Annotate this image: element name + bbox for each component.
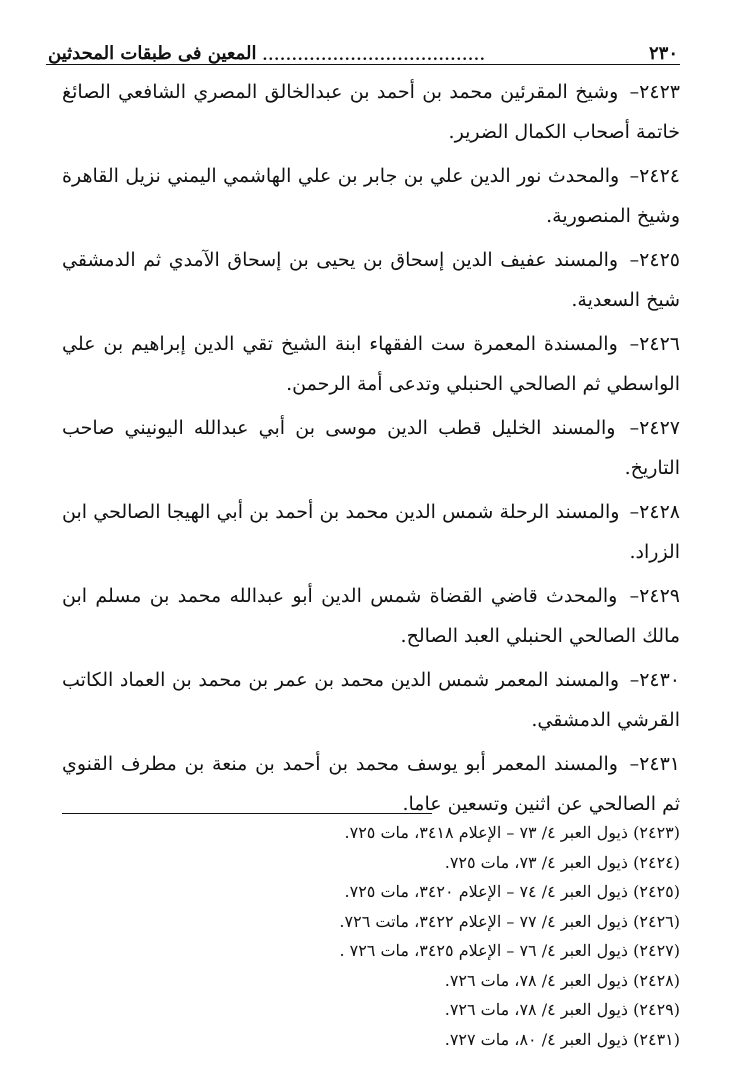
- entry: [62, 156, 680, 236]
- entry: [62, 240, 680, 320]
- footnote: (٢٤٢٨) ذيول العبر ٤/ ٧٨، مات ٧٢٦.: [444, 970, 680, 990]
- footnote: (٢٤٣١) ذيول العبر ٤/ ٨٠، مات ٧٢٧.: [444, 1029, 680, 1049]
- entry-number: ٢٤٢٧–: [629, 417, 680, 439]
- footnotes-list: [62, 818, 680, 1054]
- header-dots: ......................................: [262, 48, 486, 64]
- entry-number: ٢٤٢٣–: [629, 81, 680, 103]
- entry: [62, 576, 680, 656]
- entry: [62, 492, 680, 572]
- entry: [62, 660, 680, 740]
- book-title: المعين فى طبقات المحدثين: [48, 43, 257, 64]
- footnote: (٢٤٢٦) ذيول العبر ٤/ ٧٧ – الإعلام ٣٤٢٢، ماتت ٧٢٦.: [339, 911, 680, 931]
- running-head: [48, 43, 486, 64]
- page-number: ٢٣٠: [648, 43, 678, 64]
- entry-number: ٢٤٣١–: [629, 753, 680, 775]
- entry-text: والمسند الرحلة شمس الدين محمد بن أحمد بن أبي الهيجا الصالحي ابن الزراد.: [62, 501, 680, 563]
- entry-text: والمسند عفيف الدين إسحاق بن يحيى بن إسحاق الآمدي ثم الدمشقي شيخ السعدية.: [62, 249, 680, 311]
- entry-number: ٢٤٢٦–: [629, 333, 680, 355]
- entry: [62, 744, 680, 824]
- entry: [62, 324, 680, 404]
- entry-text: والمحدث نور الدين علي بن جابر بن علي الهاشمي اليمني نزيل القاهرة وشيخ المنصورية.: [62, 165, 680, 227]
- entry-text: والمسند المعمر أبو يوسف محمد بن أحمد بن منعة بن مطرف القنوي ثم الصالحي عن اثنين وتسعين عاما.: [62, 753, 680, 815]
- footnote: (٢٤٢٧) ذيول العبر ٤/ ٧٦ – الإعلام ٣٤٢٥، مات ٧٢٦ .: [339, 941, 680, 960]
- entry-text: والمسند الخليل قطب الدين موسى بن أبي عبدالله اليونيني صاحب التاريخ.: [62, 417, 680, 479]
- page-header: [48, 30, 678, 64]
- footnote: (٢٤٢٤) ذيول العبر ٤/ ٧٣، مات ٧٢٥.: [444, 852, 680, 872]
- entry: [62, 72, 680, 152]
- entries-list: [62, 72, 680, 828]
- footnote: (٢٤٢٥) ذيول العبر ٤/ ٧٤ – الإعلام ٣٤٢٠، مات ٧٢٥.: [344, 882, 680, 901]
- entry-text: والمسندة المعمرة ست الفقهاء ابنة الشيخ تقي الدين إبراهيم بن علي الواسطي ثم الصالحي الحنبلي وتدعى أمة الرحمن.: [62, 333, 680, 395]
- entry-number: ٢٤٣٠–: [629, 669, 681, 691]
- footnote: (٢٤٢٣) ذيول العبر ٤/ ٧٣ – الإعلام ٣٤١٨، مات ٧٢٥.: [344, 823, 680, 842]
- entry-number: ٢٤٢٩–: [629, 585, 680, 607]
- footnote: (٢٤٢٩) ذيول العبر ٤/ ٧٨، مات ٧٢٦.: [444, 1000, 680, 1019]
- entry: [62, 408, 680, 488]
- entry-number: ٢٤٢٥–: [629, 249, 680, 271]
- footnote-rule: [62, 813, 432, 814]
- entry-text: والمحدث قاضي القضاة شمس الدين أبو عبدالله محمد بن مسلم ابن مالك الصالحي الحنبلي العبد الصالح.: [62, 585, 680, 647]
- header-rule: [46, 64, 680, 65]
- entry-text: وشيخ المقرئين محمد بن أحمد بن عبدالخالق المصري الشافعي الصائغ خاتمة أصحاب الكمال الضرير.: [62, 81, 680, 143]
- entry-text: والمسند المعمر شمس الدين محمد بن عمر بن محمد بن العماد الكاتب القرشي الدمشقي.: [62, 669, 680, 731]
- entry-number: ٢٤٢٨–: [629, 501, 680, 523]
- entry-number: ٢٤٢٤–: [629, 165, 680, 187]
